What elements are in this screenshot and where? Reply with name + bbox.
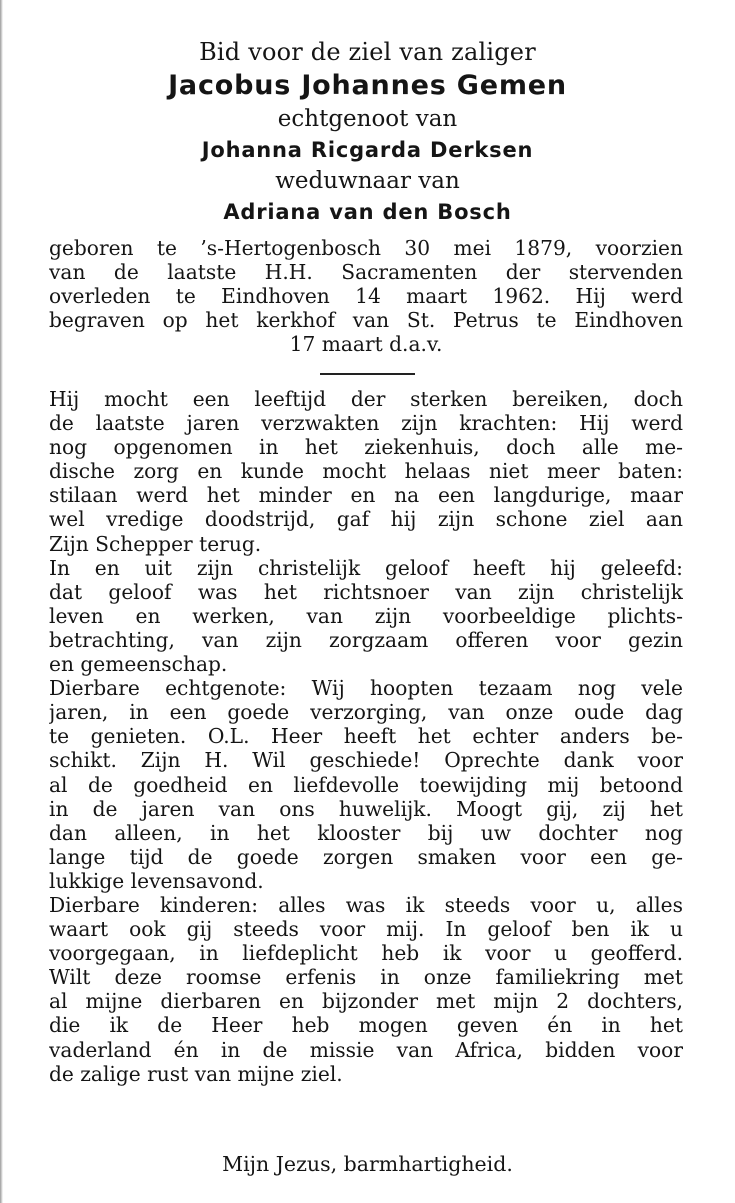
text-line: in de jaren van ons huwelijk. Moogt gij, zij het (49, 796, 683, 821)
late-spouse-name: Adriana van den Bosch (223, 200, 512, 224)
text-line: dat geloof was het richtsnoer van zijn christelijk (49, 579, 683, 604)
text-line: lukkige levensavond. (49, 868, 264, 893)
card-header (0, 38, 735, 227)
text-line: vaderland én in de missie van Africa, bidden voor (49, 1037, 683, 1062)
text-line: de zalige rust van mijne ziel. (49, 1061, 343, 1086)
memorial-text (49, 387, 683, 1086)
text-line: stilaan werd het minder en na een langdurige, maar (49, 483, 683, 508)
info-line: van de laatste H.H. Sacramenten der stervenden (49, 260, 683, 284)
text-line: Wilt deze roomse erfenis in onze familiekring met (49, 965, 683, 990)
text-line: te genieten. O.L. Heer heeft het echter anders be- (49, 724, 683, 749)
text-line: leven en werken, van zijn voorbeeldige plichts- (49, 603, 683, 628)
text-line: schikt. Zijn H. Wil geschiede! Oprechte dank voor (49, 748, 683, 773)
text-line: nog opgenomen in het ziekenhuis, doch alle me- (49, 435, 683, 460)
text-line: en gemeenschap. (49, 652, 228, 677)
text-line: jaren, in een goede verzorging, van onze oude dag (49, 700, 683, 725)
info-line: begraven op het kerkhof van St. Petrus te Eindhoven (49, 308, 683, 332)
text-line: Zijn Schepper terug. (49, 531, 262, 556)
text-line: die ik de Heer heb mogen geven én in het (49, 1013, 683, 1038)
section-divider (320, 373, 415, 375)
text-line: Dierbare kinderen: alles was ik steeds voor u, alles (49, 892, 683, 917)
closing-prayer: Mijn Jezus, barmhartigheid. (222, 1152, 513, 1176)
intro-line: Bid voor de ziel van zaliger (199, 38, 536, 66)
text-line: betrachting, van zijn zorgzaam offeren voor gezin (49, 627, 683, 652)
life-details (49, 236, 683, 356)
relation-line-spouse: echtgenoot van (277, 106, 458, 132)
spouse-name: Johanna Ricgarda Derksen (201, 138, 534, 162)
text-line: voorgegaan, in liefdeplicht heb ik voor u geofferd. (49, 941, 683, 966)
text-line: Dierbare echtgenote: Wij hoopten tezaam nog vele (49, 676, 683, 701)
text-line: dan alleen, in het klooster bij uw dochter nog (49, 820, 683, 845)
text-line: dische zorg en kunde mocht helaas niet meer baten: (49, 459, 683, 484)
text-line: al mijne dierbaren en bijzonder met mijn 2 dochters, (49, 989, 683, 1014)
text-line: In en uit zijn christelijk geloof heeft hij geleefd: (49, 555, 683, 580)
burial-date-line: 17 maart d.a.v. (289, 332, 443, 356)
text-line: al de goedheid en liefdevolle toewijding mij betoond (49, 772, 683, 797)
info-line: geboren te ’s-Hertogenbosch 30 mei 1879, voorzien (49, 236, 683, 260)
deceased-name: Jacobus Johannes Gemen (168, 70, 567, 101)
text-line: Hij mocht een leeftijd der sterken bereiken, doch (49, 387, 683, 411)
text-line: waart ook gij steeds voor mij. In geloof ben ik u (49, 917, 683, 942)
text-line: wel vredige doodstrijd, gaf hij zijn schone ziel aan (49, 507, 683, 532)
relation-line-widower: weduwnaar van (275, 168, 460, 194)
text-line: lange tijd de goede zorgen smaken voor een ge- (49, 844, 683, 869)
info-line: overleden te Eindhoven 14 maart 1962. Hij werd (49, 284, 683, 308)
text-line: de laatste jaren verzwakten zijn krachten: Hij werd (49, 411, 683, 436)
